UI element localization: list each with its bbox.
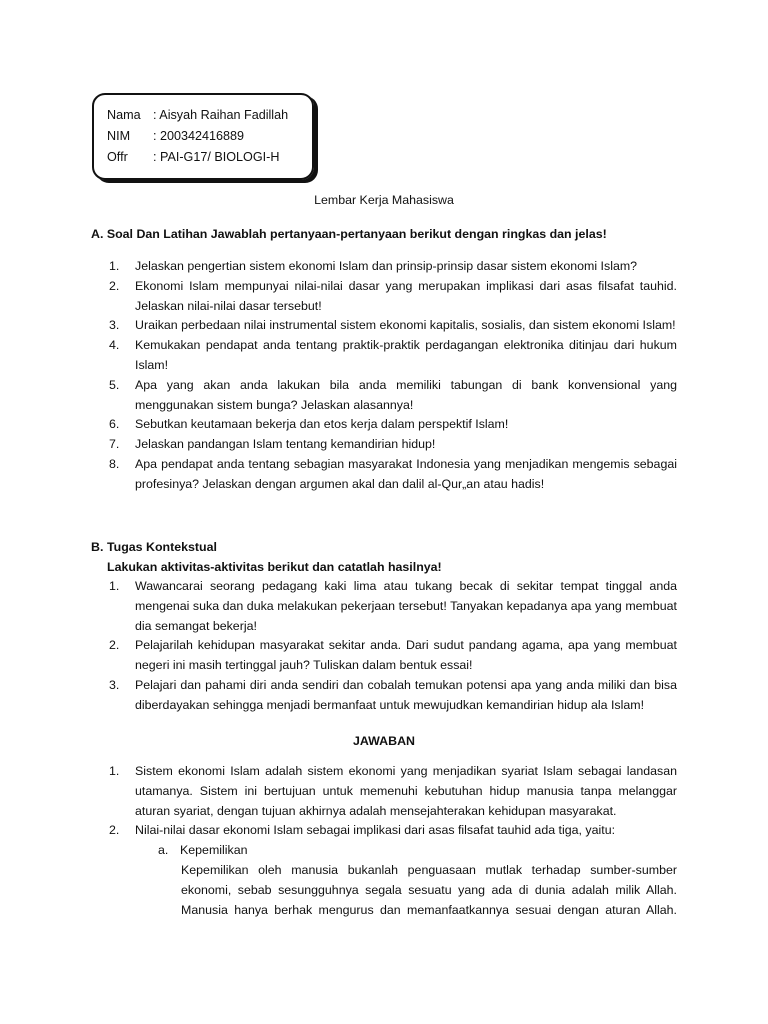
identity-box xyxy=(92,93,314,180)
task-text: Pelajarilah kehidupan masyarakat sekitar anda. Dari sudut pandang agama, apa yang membuat negeri ini masih tertinggal jauh? Tuliskan dalam bentuk essai! xyxy=(135,638,677,673)
list-number: 8. xyxy=(109,456,120,471)
identity-row-nim xyxy=(107,126,312,147)
list-item xyxy=(109,577,677,636)
question-text: Apa pendapat anda tentang sebagian masyarakat Indonesia yang menjadikan mengemis sebagai profesinya? Jelaskan dengan argumen akal dan dalil al-Qur„an atau hadis! xyxy=(135,456,677,491)
list-number: 3. xyxy=(109,677,120,692)
list-item xyxy=(109,676,677,716)
list-number: 1. xyxy=(109,579,120,593)
list-number: 6. xyxy=(109,417,120,432)
sub-letter: a. xyxy=(158,843,169,857)
identity-value: : PAI-G17/ BIOLOGI-H xyxy=(153,150,280,164)
question-text: Kemukakan pendapat anda tentang praktik-praktik perdagangan elektronika ditinjau dari hukum Islam! xyxy=(135,338,677,372)
section-b-number: B. xyxy=(91,540,104,554)
list-number: 2. xyxy=(109,278,120,293)
answer-text: Nilai-nilai dasar ekonomi Islam sebagai implikasi dari asas filsafat tauhid ada tiga, yaitu: xyxy=(135,823,616,838)
list-number: 7. xyxy=(109,437,120,452)
sub-title: Kepemilikan xyxy=(180,843,248,857)
section-b-heading xyxy=(91,538,691,558)
list-item xyxy=(109,277,677,317)
document-title: Lembar Kerja Mahasiswa xyxy=(314,193,454,207)
list-number: 5. xyxy=(109,377,120,392)
answers-list xyxy=(109,762,677,841)
identity-row-name xyxy=(107,105,312,126)
question-text: Jelaskan pengertian sistem ekonomi Islam dan prinsip-prinsip dasar sistem ekonomi Islam? xyxy=(135,259,638,273)
task-text: Wawancarai seorang pedagang kaki lima atau tukang becak di sekitar tempat tinggal anda mengenai suka dan duka melakukan pekerjaan tersebut! Tanyakan kepadanya apa yang membuat dia semangat bekerja! xyxy=(135,579,677,633)
list-item xyxy=(109,455,677,495)
identity-value: : Aisyah Raihan Fadillah xyxy=(153,108,289,122)
identity-row-offering xyxy=(107,147,312,168)
list-number: 4. xyxy=(109,338,120,353)
question-text: Apa yang akan anda lakukan bila anda memiliki tabungan di bank konvensional yang menggunakan sistem bunga? Jelaskan alasannya! xyxy=(135,377,677,412)
list-number: 1. xyxy=(109,259,120,273)
list-item xyxy=(109,415,677,435)
answer-subheading xyxy=(158,841,248,861)
answer-text: Sistem ekonomi Islam adalah sistem ekonomi yang menjadikan syariat Islam sebagai landasan utamanya. Sistem ini bertujuan untuk memenuhi kebutuhan hidup manusia tanpa melanggar aturan syariat, dengan tujuan akhirnya adalah mensejahterakan kehidupan masyarakat. xyxy=(135,764,677,818)
list-number: 2. xyxy=(109,823,120,838)
question-text: Uraikan perbedaan nilai instrumental sistem ekonomi kapitalis, sosialis, dan sistem ekonomi Islam! xyxy=(135,318,676,333)
answers-heading: JAWABAN xyxy=(353,734,415,748)
list-item xyxy=(109,636,677,676)
list-item xyxy=(109,821,677,841)
list-item xyxy=(109,336,677,376)
list-item xyxy=(109,762,677,821)
answer-subparagraph: Kepemilikan oleh manusia bukanlah penguasaan mutlak terhadap sumber-sumber ekonomi, sebab sesungguhnya segala sesuatu yang ada di dunia adalah milik Allah. Manusia hanya berhak mengurus dan memanfaatkannya sesuai dengan aturan Allah. xyxy=(181,863,677,917)
list-number: 2. xyxy=(109,638,120,653)
identity-value: : 200342416889 xyxy=(153,129,245,143)
question-text: Jelaskan pandangan Islam tentang kemandirian hidup! xyxy=(135,437,436,452)
section-b-title: Tugas Kontekstual xyxy=(107,540,217,554)
list-item xyxy=(109,376,677,416)
section-b-task-list xyxy=(109,577,677,716)
identity-label: Nama xyxy=(107,108,141,122)
list-number: 3. xyxy=(109,318,120,333)
question-text: Sebutkan keutamaan bekerja dan etos kerja dalam perspektif Islam! xyxy=(135,417,509,432)
section-a-question-list xyxy=(109,257,677,495)
list-item xyxy=(109,316,677,336)
identity-label: NIM xyxy=(107,129,131,143)
section-b-instruction: Lakukan aktivitas-aktivitas berikut dan catatlah hasilnya! xyxy=(107,560,442,574)
list-item xyxy=(109,257,677,277)
section-a-heading: A. Soal Dan Latihan Jawablah pertanyaan-pertanyaan berikut dengan ringkas dan jelas! xyxy=(91,227,607,241)
identity-label: Offr xyxy=(107,150,128,164)
list-number: 1. xyxy=(109,764,120,778)
list-item xyxy=(109,435,677,455)
task-text: Pelajari dan pahami diri anda sendiri dan cobalah temukan potensi apa yang anda miliki dan bisa diberdayakan sehingga menjadi bermanfaat untuk mewujudkan kemandirian hidup ala Islam! xyxy=(135,677,677,712)
question-text: Ekonomi Islam mempunyai nilai-nilai dasar yang merupakan implikasi dari asas filsafat tauhid. Jelaskan nilai-nilai dasar tersebut! xyxy=(135,278,677,313)
